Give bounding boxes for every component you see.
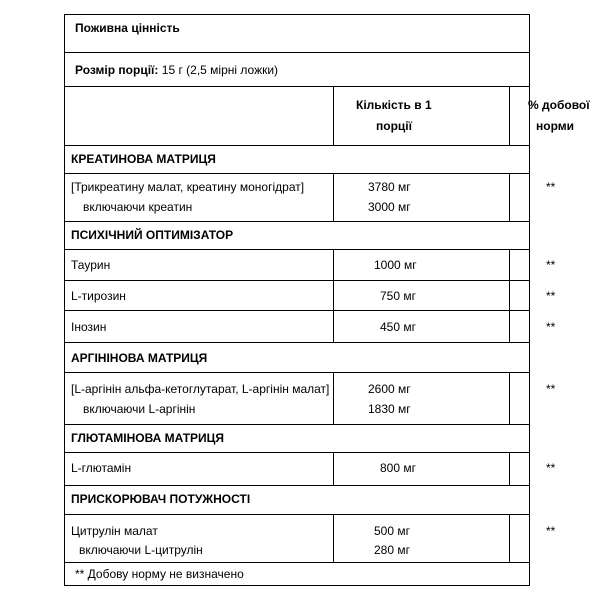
table-row (65, 280, 556, 310)
ingredient-subline: включаючи креатин (83, 200, 193, 214)
amount-cell (333, 515, 509, 562)
header-amount-line2: порції (376, 119, 412, 133)
header-dv-line2: норми (536, 119, 575, 133)
section-header-row (65, 424, 529, 452)
section-header-row (65, 221, 529, 249)
ingredient-name: Інозин (71, 320, 107, 334)
amount-subvalue: 3000 мг (368, 200, 411, 214)
dv-value: ** (546, 258, 556, 272)
header-dv-cell (509, 87, 590, 145)
amount-value: 2600 мг (368, 382, 411, 396)
section-title-glutamine: ГЛЮТАМІНОВА МАТРИЦЯ (71, 431, 225, 445)
section-header-row (65, 485, 529, 514)
dv-cell (509, 515, 556, 562)
dv-value: ** (546, 289, 556, 303)
dv-cell (509, 311, 556, 342)
dv-value: ** (546, 180, 556, 194)
dv-cell (509, 174, 556, 221)
amount-subvalue: 1830 мг (368, 402, 411, 416)
footnote-row (65, 562, 529, 585)
amount-cell (333, 373, 509, 424)
ingredient-subline: включаючи L-аргінін (83, 402, 196, 416)
ingredient-name: Таурин (71, 258, 111, 272)
ingredient-name: Цитрулін малат (71, 524, 158, 538)
table-row (65, 372, 556, 424)
amount-value: 750 мг (380, 289, 416, 303)
amount-value: 800 мг (380, 461, 416, 475)
amount-subvalue: 280 мг (374, 543, 410, 557)
section-title-mental: ПСИХІЧНИЙ ОПТИМІЗАТОР (71, 228, 234, 242)
table-row (65, 249, 556, 280)
ingredient-cell (65, 281, 333, 310)
ingredient-subline: включаючи L-цитрулін (79, 543, 203, 557)
ingredient-cell (65, 174, 333, 221)
ingredient-name: L-тирозин (71, 289, 126, 303)
dv-cell (509, 250, 556, 280)
amount-value: 1000 мг (374, 258, 417, 272)
section-header-row (65, 342, 529, 372)
table-title: Поживна цінність (75, 21, 180, 35)
ingredient-cell (65, 515, 333, 562)
dv-cell (509, 281, 556, 310)
amount-value: 3780 мг (368, 180, 411, 194)
table-row (65, 310, 556, 342)
dv-cell (509, 373, 556, 424)
table-row (65, 514, 556, 562)
amount-value: 500 мг (374, 524, 410, 538)
header-amount-cell (333, 87, 509, 145)
section-header-row (65, 145, 529, 173)
section-title-power: ПРИСКОРЮВАЧ ПОТУЖНОСТІ (71, 492, 251, 506)
amount-cell (333, 453, 509, 485)
serving-size-label: Розмір порції: (75, 63, 159, 77)
amount-cell (333, 174, 509, 221)
ingredient-cell (65, 250, 333, 280)
amount-cell (333, 311, 509, 342)
amount-value: 450 мг (380, 320, 416, 334)
ingredient-cell (65, 453, 333, 485)
table-row (65, 452, 556, 485)
footnote: ** Добову норму не визначено (75, 567, 244, 581)
serving-row (65, 52, 529, 86)
table-row (65, 173, 556, 221)
serving-size-value: 15 г (2,5 мірні ложки) (161, 63, 279, 77)
section-title-creatine: КРЕАТИНОВА МАТРИЦЯ (71, 152, 216, 166)
amount-cell (333, 250, 509, 280)
nutrition-facts-table (64, 14, 590, 586)
ingredient-name: [L-аргінін альфа-кетоглутарат, L-аргінін малат] (71, 382, 330, 396)
section-title-arginine: АРГІНІНОВА МАТРИЦЯ (71, 351, 208, 365)
dv-value: ** (546, 382, 556, 396)
ingredient-cell (65, 311, 333, 342)
header-empty-cell (65, 87, 333, 145)
title-row (65, 15, 529, 52)
ingredient-cell (65, 373, 333, 424)
ingredient-name: L-глютамін (71, 461, 132, 475)
dv-value: ** (546, 461, 556, 475)
dv-value: ** (546, 524, 556, 538)
header-amount-line1: Кількість в 1 (356, 98, 432, 112)
header-dv-line1: % добової (528, 98, 590, 112)
serving-size (75, 63, 278, 77)
ingredient-name: [Трикреатину малат, креатину моногідрат] (71, 180, 305, 194)
dv-cell (509, 453, 556, 485)
amount-cell (333, 281, 509, 310)
header-row (65, 86, 590, 145)
dv-value: ** (546, 320, 556, 334)
